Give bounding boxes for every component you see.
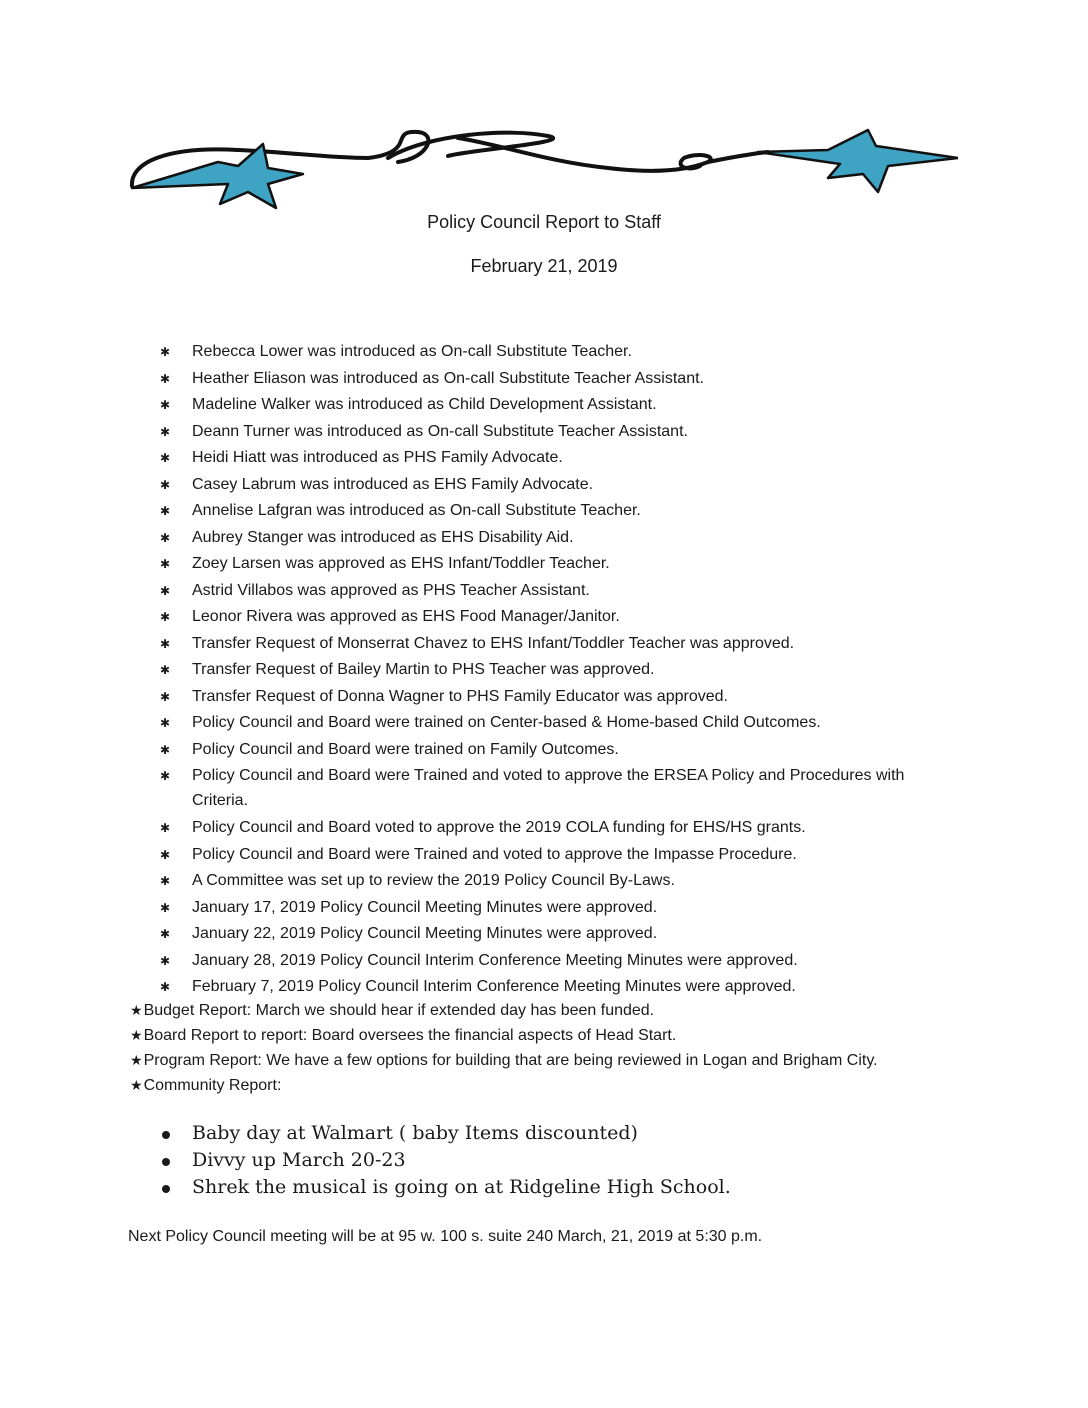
list-item: ✱ January 28, 2019 Policy Council Interim Conference Meeting Minutes were approved. bbox=[160, 948, 960, 975]
list-item: ✱ Transfer Request of Donna Wagner to PHS Family Educator was approved. bbox=[160, 684, 960, 711]
asterisk-bullet-icon: ✱ bbox=[160, 716, 171, 730]
asterisk-bullet-icon: ✱ bbox=[160, 742, 171, 757]
list-item: ✱ January 22, 2019 Policy Council Meeting Minutes were approved. bbox=[160, 921, 960, 948]
report-items-list bbox=[160, 339, 960, 1001]
list-item: ✱ Policy Council and Board were Trained and voted to approve the Impasse Procedure. bbox=[160, 842, 960, 869]
list-item: ✱ Aubrey Stanger was introduced as EHS Disability Aid. bbox=[160, 525, 960, 552]
list-item: ✱ January 17, 2019 Policy Council Meeting Minutes were approved. bbox=[160, 895, 960, 922]
list-item: ✱ Policy Council and Board were trained on Center-based & Home-based Child Outcomes. bbox=[160, 710, 960, 737]
dot-bullet-icon bbox=[162, 1185, 170, 1193]
asterisk-bullet-icon: ✱ bbox=[160, 769, 171, 783]
program-report: ★Program Report: We have a few options for building that are being reviewed in Logan and Brigham City. bbox=[130, 1052, 878, 1069]
list-item: Shrek the musical is going on at Ridgeline High School. bbox=[160, 1174, 860, 1201]
document-date: February 21, 2019 bbox=[470, 256, 618, 276]
asterisk-bullet-icon: ✱ bbox=[160, 583, 171, 598]
star-bullet-icon: ★ bbox=[130, 1027, 143, 1043]
asterisk-bullet-icon: ✱ bbox=[160, 477, 171, 492]
list-item: Baby day at Walmart ( baby Items discounted) bbox=[160, 1120, 860, 1147]
star-bullet-icon: ★ bbox=[130, 1002, 143, 1018]
budget-report: ★Budget Report: March we should hear if extended day has been funded. bbox=[130, 1002, 655, 1019]
asterisk-bullet-icon: ✱ bbox=[160, 610, 171, 624]
community-report-heading: ★Community Report: bbox=[130, 1077, 282, 1094]
star-swirl-banner bbox=[128, 122, 958, 214]
list-item: ✱ Policy Council and Board were Trained and voted to approve the ERSEA Policy and Procedures with Criteria. bbox=[160, 763, 960, 815]
asterisk-bullet-icon: ✱ bbox=[160, 689, 171, 704]
next-meeting-note: Next Policy Council meeting will be at 95 w. 100 s. suite 240 March, 21, 2019 at 5:30 p.m. bbox=[128, 1228, 763, 1245]
asterisk-bullet-icon: ✱ bbox=[160, 980, 171, 994]
asterisk-bullet-icon: ✱ bbox=[160, 345, 171, 359]
asterisk-bullet-icon: ✱ bbox=[160, 636, 171, 651]
dot-bullet-icon bbox=[162, 1158, 170, 1166]
list-item: ✱ Annelise Lafgran was introduced as On-call Substitute Teacher. bbox=[160, 498, 960, 525]
list-item: ✱ Rebecca Lower was introduced as On-call Substitute Teacher. bbox=[160, 339, 960, 366]
list-item: ✱ Transfer Request of Bailey Martin to PHS Teacher was approved. bbox=[160, 657, 960, 684]
list-item: ✱ Policy Council and Board were trained on Family Outcomes. bbox=[160, 737, 960, 764]
star-right-icon bbox=[758, 130, 958, 192]
list-item: ✱ Madeline Walker was introduced as Child Development Assistant. bbox=[160, 392, 960, 419]
list-item: ✱ Heidi Hiatt was introduced as PHS Family Advocate. bbox=[160, 445, 960, 472]
star-bullet-icon: ★ bbox=[130, 1077, 143, 1093]
star-bullet-icon: ★ bbox=[130, 1052, 143, 1068]
list-item: ✱ A Committee was set up to review the 2019 Policy Council By-Laws. bbox=[160, 868, 960, 895]
list-item: ✱ Heather Eliason was introduced as On-call Substitute Teacher Assistant. bbox=[160, 366, 960, 393]
list-item: ✱ Casey Labrum was introduced as EHS Family Advocate. bbox=[160, 472, 960, 499]
list-item: ✱ Policy Council and Board voted to approve the 2019 COLA funding for EHS/HS grants. bbox=[160, 815, 960, 842]
asterisk-bullet-icon: ✱ bbox=[160, 874, 171, 888]
list-item: ✱ Leonor Rivera was approved as EHS Food Manager/Janitor. bbox=[160, 604, 960, 631]
asterisk-bullet-icon: ✱ bbox=[160, 530, 171, 545]
list-item: ✱ February 7, 2019 Policy Council Interim Conference Meeting Minutes were approved. bbox=[160, 974, 960, 1001]
asterisk-bullet-icon: ✱ bbox=[160, 927, 171, 941]
asterisk-bullet-icon: ✱ bbox=[160, 557, 171, 571]
asterisk-bullet-icon: ✱ bbox=[160, 451, 171, 465]
asterisk-bullet-icon: ✱ bbox=[160, 663, 171, 677]
community-report-list bbox=[160, 1120, 860, 1201]
list-item: Divvy up March 20-23 bbox=[160, 1147, 860, 1174]
asterisk-bullet-icon: ✱ bbox=[160, 821, 171, 835]
asterisk-bullet-icon: ✱ bbox=[160, 424, 171, 439]
board-report: ★Board Report to report: Board oversees the financial aspects of Head Start. bbox=[130, 1027, 677, 1044]
list-item: ✱ Zoey Larsen was approved as EHS Infant/Toddler Teacher. bbox=[160, 551, 960, 578]
asterisk-bullet-icon: ✱ bbox=[160, 398, 171, 412]
reports-section bbox=[130, 998, 940, 1098]
asterisk-bullet-icon: ✱ bbox=[160, 847, 171, 862]
dot-bullet-icon bbox=[162, 1131, 170, 1139]
list-item: ✱ Deann Turner was introduced as On-call Substitute Teacher Assistant. bbox=[160, 419, 960, 446]
asterisk-bullet-icon: ✱ bbox=[160, 900, 171, 915]
asterisk-bullet-icon: ✱ bbox=[160, 371, 171, 386]
document-title: Policy Council Report to Staff bbox=[427, 212, 661, 232]
list-item: ✱ Astrid Villabos was approved as PHS Teacher Assistant. bbox=[160, 578, 960, 605]
asterisk-bullet-icon: ✱ bbox=[160, 953, 171, 968]
list-item: ✱ Transfer Request of Monserrat Chavez to EHS Infant/Toddler Teacher was approved. bbox=[160, 631, 960, 658]
asterisk-bullet-icon: ✱ bbox=[160, 504, 171, 518]
